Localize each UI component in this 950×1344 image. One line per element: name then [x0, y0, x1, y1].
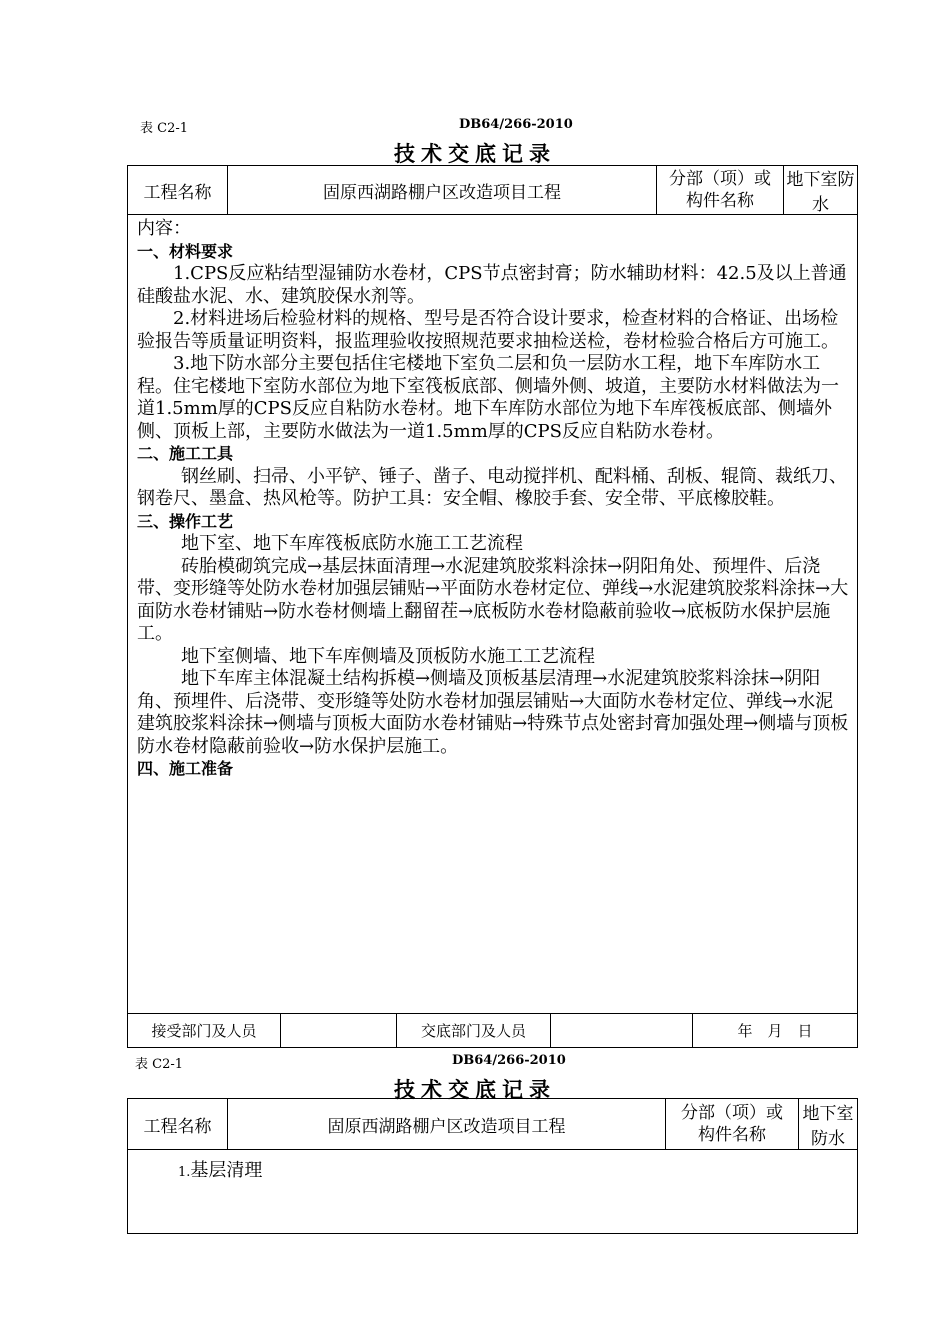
- item-number: 1.: [178, 1165, 191, 1180]
- materials-paragraph-1: 1.CPS反应粘结型湿铺防水卷材，CPS节点密封膏；防水辅助材料：42.5及以上普通硅酸盐水泥、水、建筑胶保水剂等。: [137, 263, 847, 307]
- project-name-label-2: 工程名称: [128, 1099, 228, 1149]
- form-code-2: 表 C2-1: [135, 1057, 184, 1072]
- project-name-value: 固原西湖路棚户区改造项目工程: [228, 166, 657, 214]
- process-subtitle-1: 地下室、地下车库筏板底防水施工工艺流程: [181, 533, 523, 554]
- standard-code-2: DB64/266-2010: [452, 1053, 566, 1068]
- form-code: 表 C2-1: [140, 121, 189, 136]
- project-name-value-2: 固原西湖路棚户区改造项目工程: [228, 1099, 666, 1149]
- date-label: 年 月 日: [737, 1022, 813, 1040]
- header-table: [127, 165, 858, 215]
- standard-code: DB64/266-2010: [459, 117, 573, 132]
- part-name-value: 地下室防水: [786, 170, 855, 215]
- process-flow-1: 砖胎模砌筑完成→基层抹面清理→水泥建筑胶浆料涂抹→阴阳角处、预埋件、后浇带、变形缝等处防水卷材加强层铺贴→平面防水卷材定位、弹线→水泥建筑胶浆料涂抹→大面防水卷材铺贴→防水卷材侧墙上翻留茬→底板防水卷材隐蔽前验收→底板防水保护层施工。: [137, 555, 849, 644]
- content-intro: 内容：: [137, 218, 191, 239]
- section-materials-heading: 一、材料要求: [137, 241, 234, 261]
- content-area-2: [127, 1149, 858, 1234]
- header-table-2: [127, 1098, 858, 1150]
- list-item: [178, 1156, 262, 1182]
- receiver-label: 接受部门及人员: [128, 1014, 281, 1047]
- part-name-label: 分部（项）或构件名称: [657, 166, 784, 214]
- process-flow-2: 地下车库主体混凝土结构拆模→侧墙及顶板基层清理→水泥建筑胶浆料涂抹→阴阳角、预埋件、后浇带、变形缝等处防水卷材加强层铺贴→大面防水卷材定位、弹线→水泥建筑胶浆料涂抹→侧墙与顶板大面防水卷材铺贴→特殊节点处密封膏加强处理→侧墙与顶板防水卷材隐蔽前验收→防水保护层施工。: [137, 668, 849, 757]
- issuer-label: 交底部门及人员: [397, 1014, 551, 1047]
- tools-paragraph: 钢丝刷、扫帚、小平铲、锤子、凿子、电动搅拌机、配料桶、刮板、辊筒、裁纸刀、钢卷尺、墨盒、热风枪等。防护工具：安全帽、橡胶手套、安全带、平底橡胶鞋。: [137, 465, 847, 509]
- part-name-label-2: 分部（项）或构件名称: [666, 1099, 799, 1149]
- part-name-value-2: 地下室防水: [802, 1104, 854, 1149]
- issuer-value: [551, 1014, 693, 1047]
- section-tools-heading: 二、施工工具: [137, 444, 234, 463]
- content-area: [127, 214, 858, 1014]
- project-name-label: 工程名称: [128, 166, 228, 214]
- page-title-2: 技术交底记录: [394, 1077, 556, 1102]
- materials-paragraph-2: 2.材料进场后检验材料的规格、型号是否符合设计要求，检查材料的合格证、出场检验报告等质量证明资料，报监理验收按照规范要求抽检送检，卷材检验合格后方可施工。: [137, 308, 839, 352]
- signature-row: [127, 1013, 858, 1048]
- section-preparation-heading: 四、施工准备: [137, 759, 234, 778]
- process-subtitle-2: 地下室侧墙、地下车库侧墙及顶板防水施工工艺流程: [181, 645, 595, 667]
- item-text: 基层清理: [190, 1160, 263, 1181]
- page-title: 技术交底记录: [394, 141, 556, 166]
- section-process-heading: 三、操作工艺: [137, 511, 234, 531]
- receiver-value: [281, 1014, 397, 1047]
- materials-paragraph-3: 3.地下防水部分主要包括住宅楼地下室负二层和负一层防水工程，地下车库防水工程。住宅楼地下室防水部位为地下室筏板底部、侧墙外侧、坡道，主要防水材料做法为一道1.5mm厚的CPS反应自粘防水卷材。地下车库防水部位为地下车库筏板底部、侧墙外侧、顶板上部，主要防水做法为一道1.5mm厚的CPS反应自粘防水卷材。: [137, 353, 839, 442]
